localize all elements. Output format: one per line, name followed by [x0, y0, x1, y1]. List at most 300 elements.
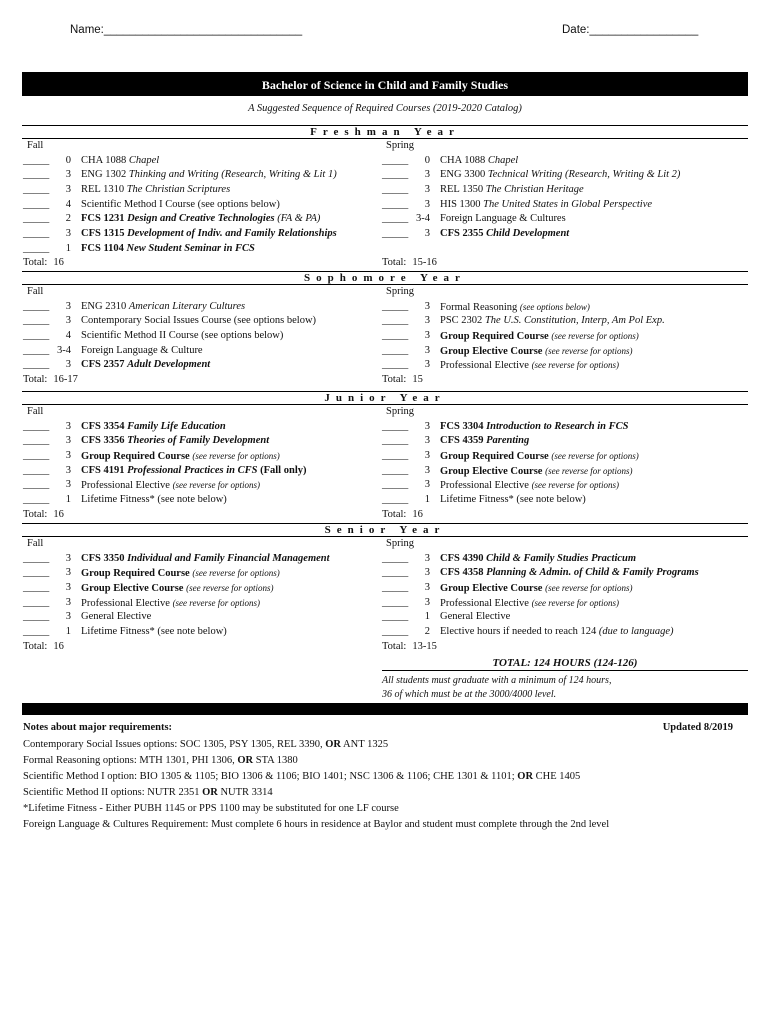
- credit-hours: 3-4: [57, 344, 71, 356]
- checkbox-blank[interactable]: _____: [23, 596, 50, 608]
- date-field-label: Date:_________________: [562, 24, 699, 36]
- semester-total: [23, 640, 378, 653]
- course-name: [440, 596, 748, 611]
- course-text: General Elective: [440, 611, 511, 623]
- semester-total: [23, 373, 378, 386]
- checkbox-blank[interactable]: _____: [382, 154, 409, 166]
- semester-total: [23, 256, 378, 269]
- course-row: [23, 227, 378, 242]
- course-name: [81, 198, 378, 213]
- credit-hours: 3: [65, 479, 71, 491]
- course-text: Contemporary Social Issues options: SOC 1305, PSY 1305, REL 3390,: [23, 739, 326, 750]
- credit-hours: 3: [65, 359, 71, 371]
- course-text: ENG 1302: [81, 169, 129, 181]
- semester-right: [382, 537, 748, 653]
- course-name: [81, 625, 378, 640]
- semester-left: [23, 285, 378, 386]
- total-label: Total:: [23, 508, 48, 520]
- total-label: Total:: [23, 640, 48, 652]
- semester-label: Spring: [386, 286, 415, 297]
- course-text: (see reverse for options): [545, 582, 633, 593]
- course-text: OR: [202, 787, 218, 798]
- name-field-label: Name:_______________________________: [70, 24, 303, 36]
- credit-hours: 3: [65, 169, 71, 181]
- course-name: [440, 478, 748, 493]
- course-text: (see reverse for options): [192, 568, 280, 579]
- course-text: (FA & PA): [274, 213, 321, 225]
- document-title: Bachelor of Science in Child and Family Studies: [22, 72, 748, 96]
- grand-total: [382, 656, 748, 671]
- course-row: [382, 300, 748, 315]
- course-row: [23, 154, 378, 169]
- course-text: Scientific Method I Course (see options below): [81, 198, 280, 210]
- graduation-note-line: 36 of which must be at the 3000/4000 level.: [382, 688, 557, 700]
- course-row: [382, 581, 748, 596]
- checkbox-blank[interactable]: _____: [23, 300, 50, 312]
- checkbox-blank[interactable]: _____: [23, 242, 50, 254]
- course-name: [440, 212, 748, 227]
- course-name: [440, 300, 748, 315]
- credit-hours: 3: [65, 183, 71, 195]
- course-row: [23, 183, 378, 198]
- checkbox-blank[interactable]: _____: [382, 464, 409, 476]
- checkbox-blank[interactable]: _____: [23, 169, 50, 181]
- semester-left: [23, 139, 378, 269]
- course-name: [81, 581, 378, 596]
- credit-hours: 4: [65, 198, 71, 210]
- course-name: [440, 434, 748, 449]
- course-row: [382, 358, 748, 373]
- course-name: [440, 464, 748, 479]
- total-value: 16: [53, 640, 64, 652]
- graduation-note-line: All students must graduate with a minimum of 124 hours,: [382, 675, 612, 686]
- course-row: [23, 493, 378, 508]
- course-text: CFS 2357: [81, 359, 128, 371]
- checkbox-blank[interactable]: _____: [23, 154, 50, 166]
- course-text: (due to language): [598, 625, 674, 637]
- course-text: Group Elective Course: [81, 582, 187, 594]
- course-text: Design and Creative Technologies: [127, 213, 275, 225]
- course-text: Group Required Course: [81, 450, 193, 462]
- course-text: Foreign Language & Cultures: [440, 213, 566, 225]
- course-text: CFS 3350: [81, 552, 128, 564]
- course-row: [382, 478, 748, 493]
- course-text: The U.S. Constitution, Interp, Am Pol Exp.: [484, 315, 665, 327]
- course-name: [440, 566, 748, 581]
- checkbox-blank[interactable]: _____: [382, 581, 409, 593]
- course-text: REL 1310: [81, 183, 127, 195]
- checkbox-blank[interactable]: _____: [23, 449, 50, 461]
- course-row: [382, 314, 748, 329]
- course-name: [440, 625, 748, 640]
- course-text: Family Life Education: [127, 420, 226, 432]
- course-name: [440, 610, 748, 625]
- course-text: Group Required Course: [81, 568, 193, 580]
- credit-hours: 3: [65, 315, 71, 327]
- credit-hours: 2: [424, 625, 430, 637]
- credit-hours: 3: [65, 581, 71, 593]
- course-text: Thinking and Writing (Research, Writing & Lit 1): [128, 169, 337, 181]
- course-text: (see reverse for options): [531, 360, 619, 371]
- checkbox-blank[interactable]: _____: [382, 596, 409, 608]
- course-text: Contemporary Social Issues Course (see options below): [81, 315, 317, 327]
- course-name: [81, 168, 378, 183]
- course-name: [440, 314, 748, 329]
- course-name: [440, 552, 748, 567]
- course-text: Formal Reasoning options: MTH 1301, PHI 1306,: [23, 755, 238, 766]
- note-line: [23, 800, 733, 816]
- course-text: REL 1350: [440, 183, 486, 195]
- checkbox-blank[interactable]: _____: [23, 315, 50, 327]
- course-text: Formal Reasoning: [440, 301, 520, 313]
- course-name: [81, 596, 378, 611]
- course-text: CFS 3356: [81, 435, 128, 447]
- course-name: [440, 183, 748, 198]
- checkbox-blank[interactable]: _____: [382, 449, 409, 461]
- checkbox-blank[interactable]: _____: [23, 625, 50, 637]
- credit-hours: 3-4: [416, 213, 430, 225]
- year-heading: Sophomore Year: [22, 271, 748, 285]
- course-name: [81, 227, 378, 242]
- total-label: Total:: [382, 257, 407, 269]
- course-text: Lifetime Fitness* (see note below): [81, 625, 227, 637]
- course-text: Lifetime Fitness* (see note below): [81, 493, 227, 505]
- course-text: OR: [237, 755, 254, 766]
- credit-hours: 3: [424, 198, 430, 210]
- course-text: Professional Elective: [81, 480, 173, 492]
- checkbox-blank[interactable]: _____: [382, 329, 409, 341]
- checkbox-blank[interactable]: _____: [23, 435, 50, 447]
- course-name: [81, 420, 378, 435]
- semester-label: Fall: [27, 286, 44, 297]
- course-row: [382, 329, 748, 344]
- course-text: ENG 2310: [81, 300, 129, 312]
- course-text: Introduction to Research in FCS: [486, 420, 629, 432]
- total-value: 16-17: [53, 373, 78, 385]
- course-row: [23, 449, 378, 464]
- checkbox-blank[interactable]: _____: [382, 435, 409, 447]
- course-row: [382, 449, 748, 464]
- course-text: STA 1380: [253, 755, 298, 766]
- course-row: [382, 493, 748, 508]
- course-text: ENG 3300: [440, 169, 488, 181]
- year-heading: Junior Year: [22, 391, 748, 405]
- course-row: [23, 329, 378, 344]
- document-subtitle: A Suggested Sequence of Required Courses (2019-2020 Catalog): [248, 103, 522, 114]
- course-text: (see options below): [519, 301, 590, 312]
- course-text: (see reverse for options): [186, 582, 274, 593]
- course-row: [382, 183, 748, 198]
- credit-hours: 3: [424, 359, 430, 371]
- course-name: [440, 493, 748, 508]
- course-text: (see reverse for options): [172, 597, 260, 608]
- course-text: Scientific Method II options: NUTR 2351: [23, 787, 203, 798]
- checkbox-blank[interactable]: _____: [382, 479, 409, 491]
- course-name: [81, 242, 378, 257]
- semester-total: [382, 508, 748, 521]
- course-row: [382, 434, 748, 449]
- course-row: [23, 314, 378, 329]
- credit-hours: 3: [65, 420, 71, 432]
- credit-hours: 3: [424, 183, 430, 195]
- course-name: [81, 300, 378, 315]
- checkbox-blank[interactable]: _____: [23, 493, 50, 505]
- checkbox-blank[interactable]: _____: [23, 359, 50, 371]
- note-line: [23, 768, 733, 784]
- course-text: (Fall only): [257, 464, 307, 476]
- checkbox-blank[interactable]: _____: [382, 315, 409, 327]
- course-row: [23, 478, 378, 493]
- total-label: Total:: [23, 373, 48, 385]
- checkbox-blank[interactable]: _____: [382, 625, 409, 637]
- course-row: [23, 344, 378, 359]
- course-text: NUTR 3314: [217, 787, 273, 798]
- course-name: [440, 344, 748, 359]
- course-row: [23, 625, 378, 640]
- course-text: The United States in Global Perspective: [483, 198, 653, 210]
- credit-hours: 3: [424, 449, 430, 461]
- total-value: 16: [53, 508, 64, 520]
- credit-hours: 3: [424, 315, 430, 327]
- total-value: 16: [412, 508, 423, 520]
- course-row: [23, 596, 378, 611]
- checkbox-blank[interactable]: _____: [382, 493, 409, 505]
- credit-hours: 3: [65, 449, 71, 461]
- checkbox-blank[interactable]: _____: [23, 183, 50, 195]
- checkbox-blank[interactable]: _____: [382, 552, 409, 564]
- course-text: Scientific Method II Course (see options below): [81, 329, 284, 341]
- course-text: Child & Family Studies Practicum: [486, 552, 637, 564]
- course-text: Theories of Family Development: [127, 435, 270, 447]
- course-name: [81, 154, 378, 169]
- spacer-row: [382, 242, 748, 257]
- checkbox-blank[interactable]: _____: [382, 344, 409, 356]
- credit-hours: 4: [65, 329, 71, 341]
- course-name: [440, 198, 748, 213]
- course-row: [23, 552, 378, 567]
- course-row: [382, 625, 748, 640]
- course-text: FCS 3304: [440, 420, 487, 432]
- course-text: Foreign Language & Culture: [81, 344, 203, 356]
- course-row: [382, 464, 748, 479]
- course-text: Individual and Family Financial Management: [127, 552, 330, 564]
- checkbox-blank[interactable]: _____: [23, 479, 50, 491]
- course-text: Adult Development: [127, 359, 211, 371]
- course-text: Lifetime Fitness* (see note below): [440, 493, 586, 505]
- checkbox-blank[interactable]: _____: [23, 567, 50, 579]
- credit-hours: 0: [424, 154, 430, 166]
- course-text: (see reverse for options): [192, 450, 280, 461]
- course-text: HIS 1300: [440, 198, 484, 210]
- credit-hours: 1: [65, 625, 71, 637]
- checkbox-blank[interactable]: _____: [382, 198, 409, 210]
- checkbox-blank[interactable]: _____: [23, 227, 50, 239]
- checkbox-blank[interactable]: _____: [382, 420, 409, 432]
- course-name: [440, 168, 748, 183]
- total-label: Total:: [23, 257, 48, 269]
- course-row: [382, 566, 748, 581]
- course-name: [440, 581, 748, 596]
- course-row: [23, 300, 378, 315]
- checkbox-blank[interactable]: _____: [382, 183, 409, 195]
- course-name: [81, 478, 378, 493]
- course-row: [23, 566, 378, 581]
- course-name: [81, 314, 378, 329]
- credit-hours: 3: [424, 596, 430, 608]
- course-row: [382, 168, 748, 183]
- credit-hours: 1: [65, 493, 71, 505]
- note-line: [23, 752, 733, 768]
- course-text: Development of Indiv. and Family Relationships: [127, 227, 337, 239]
- course-row: [382, 420, 748, 435]
- course-name: [81, 434, 378, 449]
- checkbox-blank[interactable]: _____: [23, 344, 50, 356]
- course-text: American Literary Cultures: [128, 300, 246, 312]
- course-text: CFS 3354: [81, 420, 128, 432]
- course-name: [81, 493, 378, 508]
- course-text: FCS 1231: [81, 213, 128, 225]
- checkbox-blank[interactable]: _____: [23, 213, 50, 225]
- checkbox-blank[interactable]: _____: [23, 581, 50, 593]
- total-label: Total:: [382, 373, 407, 385]
- semester-label: Fall: [27, 538, 44, 549]
- course-text: CFS 2355: [440, 227, 487, 239]
- notes-heading: Notes about major requirements:: [23, 722, 173, 733]
- course-text: Professional Elective: [440, 597, 532, 609]
- checkbox-blank[interactable]: _____: [23, 198, 50, 210]
- semester-label: Spring: [386, 538, 415, 549]
- course-text: Foreign Language & Cultures Requirement: Must complete 6 hours in residence at Baylor and student must complete through the 2nd level: [23, 819, 610, 830]
- course-text: (see reverse for options): [545, 465, 633, 476]
- credit-hours: 3: [424, 329, 430, 341]
- checkbox-blank[interactable]: _____: [382, 611, 409, 623]
- course-row: [382, 154, 748, 169]
- credit-hours: 3: [424, 300, 430, 312]
- credit-hours: 3: [424, 227, 430, 239]
- course-name: [440, 227, 748, 242]
- course-name: [81, 183, 378, 198]
- checkbox-blank[interactable]: _____: [23, 420, 50, 432]
- credit-hours: 1: [65, 242, 71, 254]
- checkbox-blank[interactable]: _____: [382, 567, 409, 579]
- course-row: [382, 596, 748, 611]
- semester-label: Fall: [27, 140, 44, 151]
- course-text: CFS 1315: [81, 227, 128, 239]
- credit-hours: 3: [424, 464, 430, 476]
- checkbox-blank[interactable]: _____: [382, 213, 409, 225]
- total-value: 15-16: [412, 257, 437, 269]
- updated-date: Updated 8/2019: [662, 722, 733, 733]
- semester-total: [23, 508, 378, 521]
- course-row: [23, 581, 378, 596]
- credit-hours: 3: [424, 552, 430, 564]
- total-value: 13-15: [412, 640, 437, 652]
- checkbox-blank[interactable]: _____: [382, 300, 409, 312]
- course-text: (see reverse for options): [172, 480, 260, 491]
- semester-right: [382, 405, 748, 521]
- course-text: Planning & Admin. of Child & Family Programs: [486, 567, 699, 579]
- course-text: Chapel: [487, 154, 519, 166]
- semester-total: [382, 373, 748, 386]
- course-row: [382, 552, 748, 567]
- total-value: 15: [412, 373, 423, 385]
- course-row: [23, 198, 378, 213]
- course-text: (see reverse for options): [531, 480, 619, 491]
- course-row: [23, 212, 378, 227]
- course-text: CFS 4358: [440, 567, 487, 579]
- course-name: [81, 344, 378, 359]
- course-text: Professional Elective: [81, 597, 173, 609]
- course-text: PSC 2302: [440, 315, 485, 327]
- credit-hours: 3: [424, 169, 430, 181]
- checkbox-blank[interactable]: _____: [23, 464, 50, 476]
- credit-hours: 3: [424, 581, 430, 593]
- credit-hours: 3: [65, 435, 71, 447]
- course-row: [382, 344, 748, 359]
- credit-hours: 0: [65, 154, 71, 166]
- course-text: Group Elective Course: [440, 582, 546, 594]
- credit-hours: 3: [424, 479, 430, 491]
- course-text: The Christian Scriptures: [126, 183, 231, 195]
- semester-label: Spring: [386, 140, 415, 151]
- semester-left: [23, 405, 378, 521]
- course-name: [81, 329, 378, 344]
- course-text: (see reverse for options): [551, 450, 639, 461]
- note-line: [23, 736, 733, 752]
- course-text: Child Development: [486, 227, 570, 239]
- semester-right: [382, 285, 748, 386]
- total-value: 16: [53, 257, 64, 269]
- checkbox-blank[interactable]: _____: [382, 169, 409, 181]
- checkbox-blank[interactable]: _____: [23, 329, 50, 341]
- course-text: OR: [325, 739, 342, 750]
- course-name: [440, 329, 748, 344]
- checkbox-blank[interactable]: _____: [382, 227, 409, 239]
- course-text: Scientific Method I option: BIO 1305 & 1105; BIO 1306 & 1106; BIO 1401; NSC 1306 & 1106; CHE 1301 & 1101;: [23, 771, 518, 782]
- checkbox-blank[interactable]: _____: [23, 611, 50, 623]
- course-text: CHA 1088: [440, 154, 488, 166]
- course-name: [81, 566, 378, 581]
- credit-hours: 3: [65, 300, 71, 312]
- note-line: [23, 816, 733, 832]
- notes-section: [23, 720, 733, 832]
- credit-hours: 3: [65, 464, 71, 476]
- course-text: General Elective: [81, 611, 152, 623]
- checkbox-blank[interactable]: _____: [382, 359, 409, 371]
- year-heading: Freshman Year: [22, 125, 748, 139]
- credit-hours: 1: [424, 493, 430, 505]
- credit-hours: 3: [424, 435, 430, 447]
- course-row: [382, 212, 748, 227]
- course-text: Parenting: [486, 435, 530, 447]
- checkbox-blank[interactable]: _____: [23, 552, 50, 564]
- course-text: The Christian Heritage: [485, 183, 584, 195]
- course-text: CFS 4359: [440, 435, 487, 447]
- note-line: [23, 784, 733, 800]
- course-text: Group Elective Course: [440, 345, 546, 357]
- credit-hours: 3: [424, 567, 430, 579]
- course-name: [440, 449, 748, 464]
- credit-hours: 3: [65, 227, 71, 239]
- course-text: Technical Writing (Research, Writing & Lit 2): [487, 169, 681, 181]
- course-text: (see reverse for options): [545, 345, 633, 356]
- semester-label: Spring: [386, 406, 415, 417]
- course-row: [23, 610, 378, 625]
- course-text: Chapel: [128, 154, 160, 166]
- year-heading: Senior Year: [22, 523, 748, 537]
- total-label: Total:: [382, 508, 407, 520]
- credit-hours: 3: [424, 420, 430, 432]
